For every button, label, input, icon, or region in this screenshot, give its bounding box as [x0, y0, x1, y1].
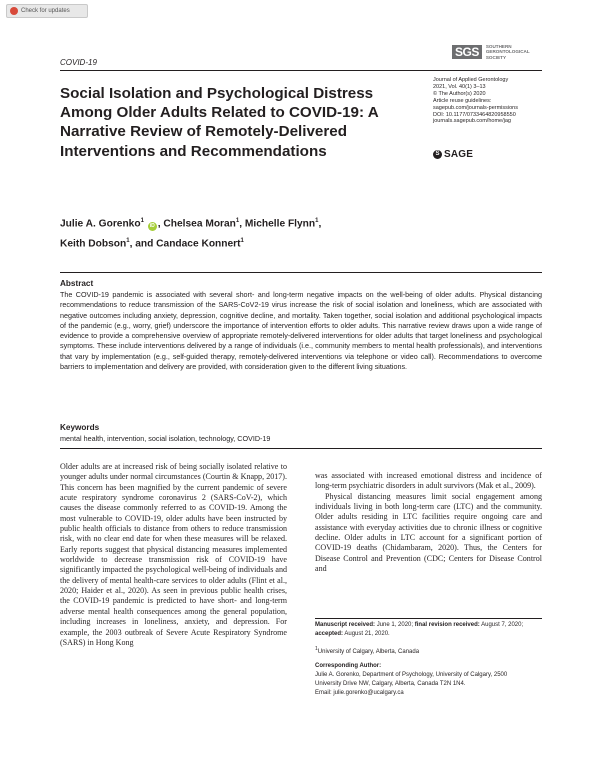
reuse-guidelines-label: Article reuse guidelines:: [433, 97, 492, 104]
affiliation-mark: 1: [315, 645, 318, 652]
article-title: Social Isolation and Psychological Distress Among Older Adults Related to COVID-19: A Narrative Review of Remotely-Delivered Interventions and Recommendations: [60, 85, 379, 160]
sage-wordmark: SAGE: [444, 149, 474, 160]
received-label: Manuscript received:: [315, 622, 376, 628]
journal-volume: 2021, Vol. 40(1) 3–13: [433, 83, 486, 90]
affiliation: [315, 645, 542, 657]
manuscript-dates: [315, 621, 542, 639]
journal-name: Journal of Applied Gerontology: [433, 77, 509, 83]
keywords-heading: Keywords: [60, 423, 100, 432]
author-name: , Michelle Flynn: [239, 218, 316, 230]
society-name-line: SOUTHERN: [485, 44, 512, 49]
footnote-rule: [315, 618, 542, 619]
author-name: Keith Dobson: [60, 238, 127, 250]
check-for-updates-badge[interactable]: [6, 4, 88, 18]
crossmark-icon: [10, 7, 18, 15]
abstract-text: The COVID-19 pandemic is associated with several short- and long-term negative impacts on the well-being of older adults. Physical distancing recommendations to reduce transmission of the SARS-CoV2-19 virus increase the risk of social isolation and loneliness, which are associated with negative outcomes including anxiety, depression, cognitive decline, and mortality. Taken together, social isolation and additional psychological impacts of the pandemic (e.g., worry, grief) underscore the importance of intervention efforts to older adults. This narrative review draws upon a wide range of evidence to provide a comprehensive overview of appropriate remotely-delivered interventions for older adults that target loneliness and psychological symptoms. These include interventions delivered by a range of individuals (i.e., community members to mental health professionals), and interventions that vary by implementation (e.g., self-guided therapy, remotely-delivered interventions via telephone or video call). Recommendations to overcome barriers to implementation and delivery are provided, with consideration given to the different living situations.: [60, 290, 542, 372]
permissions-link[interactable]: sagepub.com/journals-permissions: [433, 104, 518, 111]
corresponding-line: Julie A. Gorenko, Department of Psychology, University of Calgary, 2500: [315, 672, 508, 679]
corresponding-email[interactable]: Email: julie.gorenko@ucalgary.ca: [315, 689, 404, 696]
received-date: June 1, 2020;: [375, 622, 415, 628]
society-name-line: SOCIETY: [485, 54, 507, 60]
doi[interactable]: DOI: 10.1177/0733464820958550: [433, 111, 516, 118]
body-paragraph: was associated with increased emotional distress and incidence of long-term psychiatric disorders in adult survivors (Mak et al., 2009).: [315, 471, 542, 491]
body-column-left: [60, 462, 287, 648]
society-name-line: GERONTOLOGICAL: [485, 49, 530, 55]
affiliation-mark: 1: [140, 218, 144, 224]
keywords-rule: [60, 448, 542, 449]
affiliation-mark: 1: [240, 237, 244, 244]
revision-label: final revision received:: [414, 622, 480, 628]
society-logo: [452, 44, 530, 60]
revision-date: August 7, 2020;: [479, 622, 524, 628]
corresponding-line: University Drive NW, Calgary, Alberta, Canada T2N 1N4.: [315, 680, 466, 687]
author-name: , and Candace Konnert: [129, 238, 241, 250]
abstract-rule: [60, 272, 542, 273]
body-column-right: [315, 471, 542, 574]
society-logo-mark: SGS: [452, 45, 482, 59]
society-name: [486, 44, 530, 60]
copyright: © The Author(s) 2020: [433, 90, 486, 97]
author-list: Julie A. Gorenko$^1$ iD , Chelsea Moran$^1$, Michelle Flynn$^1$, Keith Dobson$^1$, and Candace Konnert$^1$: [60, 218, 322, 250]
corresponding-heading: Corresponding Author:: [315, 663, 382, 670]
affiliation-mark: 1: [315, 218, 319, 224]
journal-meta: [433, 77, 553, 125]
sage-circle-icon: S: [433, 150, 442, 159]
affiliation-mark: 1: [235, 218, 240, 224]
author-name: , Chelsea Moran: [157, 218, 236, 230]
keywords-text: mental health, intervention, social isolation, technology, COVID-19: [60, 434, 271, 443]
accepted-date: August 21, 2020.: [343, 630, 390, 637]
journal-home-link[interactable]: journals.sagepub.com/home/jag: [433, 118, 511, 125]
accepted-label: accepted:: [315, 630, 344, 637]
sage-logo: [433, 149, 473, 160]
abstract-heading: Abstract: [60, 279, 94, 288]
author-name: Julie A. Gorenko: [60, 218, 141, 230]
section-label: COVID-19: [60, 58, 97, 67]
orcid-icon[interactable]: iD: [149, 223, 155, 230]
body-paragraph: Older adults are at increased risk of being socially isolated relative to younger adults under normal circumstances (Courtin & Knapp, 2017). This concern has been magnified by the current pandemic of severe acute respiratory syndrome coronavirus 2 (SARS-CoV-2), which causes the disease commonly referred to as COVID-19. Among the most vulnerable to COVID-19, older adults have been instructed by public health officials to distance from others to reduce transmission risk, with no clear end date for when these measures will be relaxed. Early reports suggest that physical distancing measures implemented worldwide to decrease transmission risk of COVID-19 have significantly impacted the psychological well-being of individuals and the delivery of mental health-care services to older adults (Flint et al., 2020; Haider et al., 2020). As seen in previous public health crises, the COVID-19 pandemic is predicted to have short- and long-term adverse mental health consequences among the general population, including increases in loneliness, anxiety, and depression. For example, the 2003 outbreak of Severe Acute Respiratory Syndrome (SARS) in Hong Kong: [60, 462, 287, 647]
body-paragraph: Physical distancing measures limit social engagement among individuals living in both long-term care (LTC) and the community. Older adults residing in LTC facilities require ongoing care and assistance with everyday activities due to chronic illness or cognitive decline. Older adults in LTC account for a significant portion of COVID-19 deaths (Chidambaram, 2020). Thus, the Centers for Disease Control and Prevention (CDC; Centers for Disease Control and: [315, 491, 542, 574]
footnotes: [315, 618, 542, 698]
header-rule: [60, 70, 542, 71]
affiliation-text: University of Calgary, Alberta, Canada: [317, 648, 420, 655]
affiliation-mark: 1: [126, 237, 130, 244]
check-for-updates-label: Check for updates: [21, 8, 70, 14]
